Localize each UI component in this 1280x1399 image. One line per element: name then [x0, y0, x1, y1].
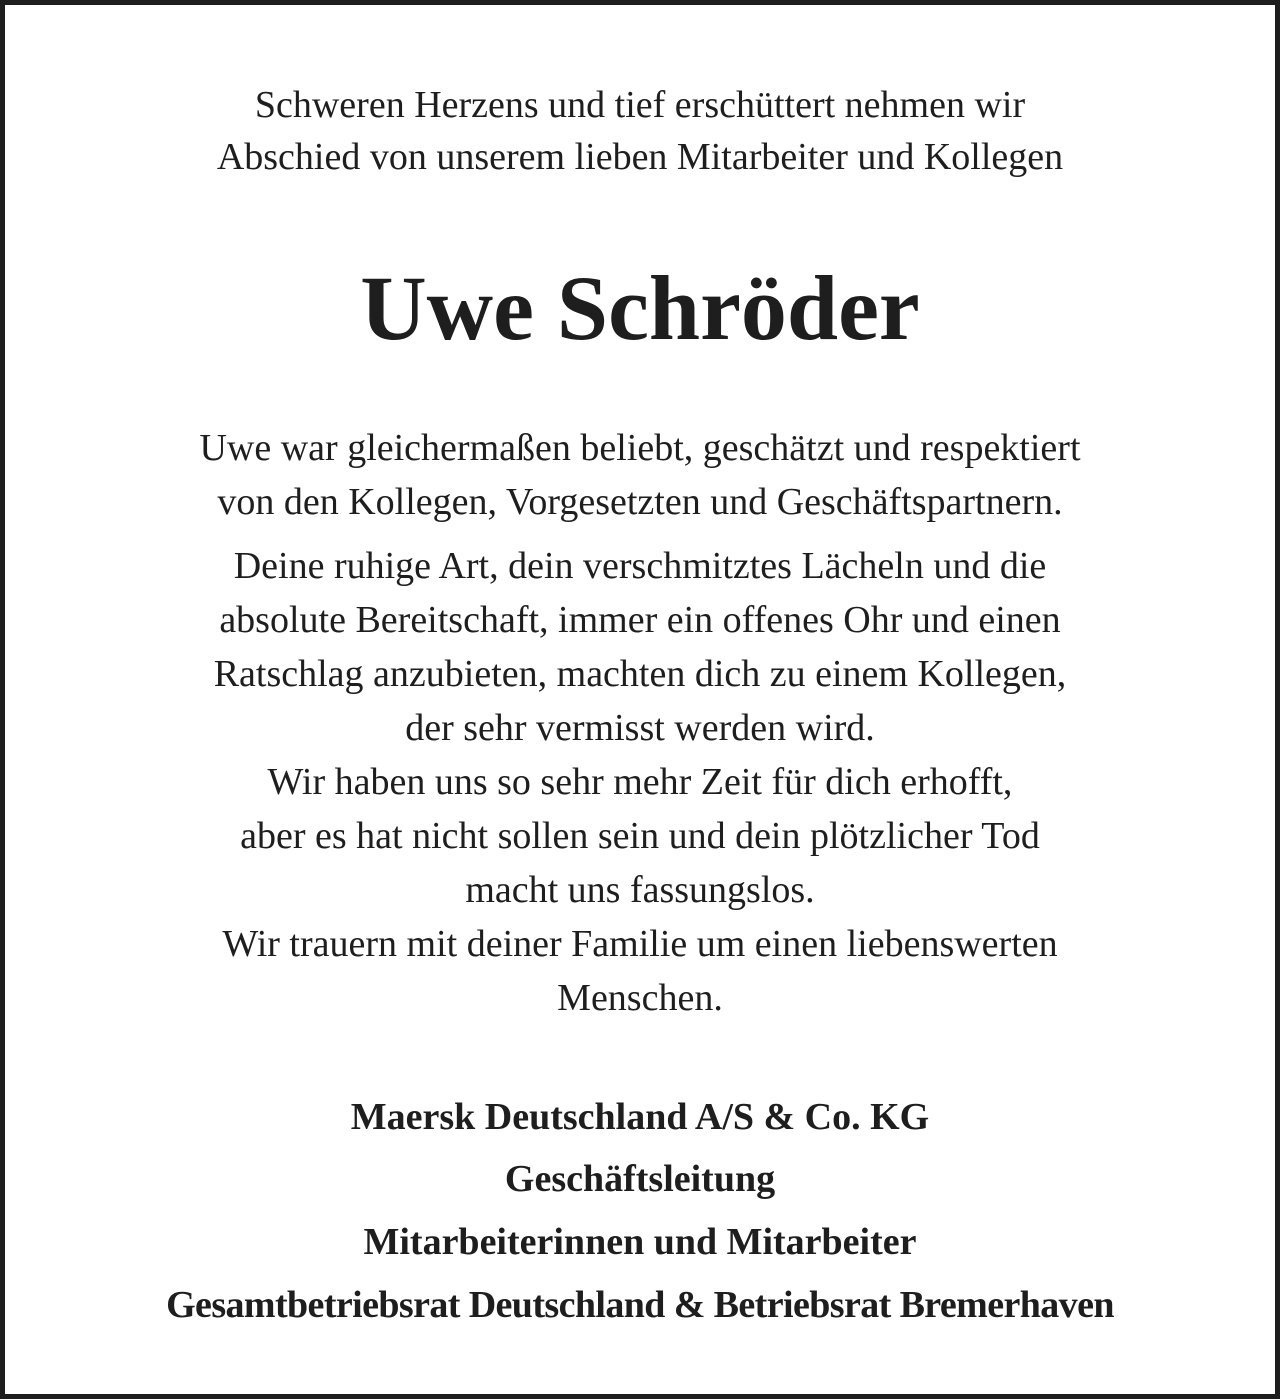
signature-management: Geschäftsleitung: [504, 1158, 776, 1200]
deceased-name: Uwe Schröder: [360, 257, 920, 359]
signature-company: Maersk Deutschland A/S & Co. KG: [350, 1096, 930, 1138]
tribute-paragraph: [10, 539, 1270, 917]
tribute-line: Uwe war gleichermaßen beliebt, geschätzt und respektiert: [199, 427, 1081, 469]
tribute-line: der sehr vermisst werden wird.: [405, 707, 875, 749]
tribute-line: aber es hat nicht sollen sein und dein plötzlicher Tod: [240, 815, 1040, 857]
tribute-line: von den Kollegen, Vorgesetzten und Geschäftspartnern.: [217, 481, 1063, 523]
tribute-paragraph: [10, 917, 1270, 1025]
intro-line: Schweren Herzens und tief erschüttert nehmen wir: [254, 84, 1026, 126]
tribute-line: Deine ruhige Art, dein verschmitztes Lächeln und die: [233, 545, 1047, 587]
tribute-line: absolute Bereitschaft, immer ein offenes Ohr und einen: [219, 599, 1061, 641]
intro-line: Abschied von unserem lieben Mitarbeiter und Kollegen: [216, 136, 1064, 178]
tribute-line: Wir haben uns so sehr mehr Zeit für dich erhofft,: [267, 761, 1013, 803]
tribute-line: Ratschlag anzubieten, machten dich zu einem Kollegen,: [213, 653, 1067, 695]
signature-works-council: Gesamtbetriebsrat Deutschland & Betriebsrat Bremerhaven: [166, 1284, 1114, 1326]
tribute-line: macht uns fassungslos.: [465, 869, 815, 911]
signature-employees: Mitarbeiterinnen und Mitarbeiter: [363, 1221, 917, 1263]
tribute-line: Wir trauern mit deiner Familie um einen liebenswerten: [222, 923, 1058, 965]
intro-text: [10, 79, 1270, 183]
tribute-paragraph: [10, 421, 1270, 529]
tribute-line: Menschen.: [557, 977, 723, 1019]
